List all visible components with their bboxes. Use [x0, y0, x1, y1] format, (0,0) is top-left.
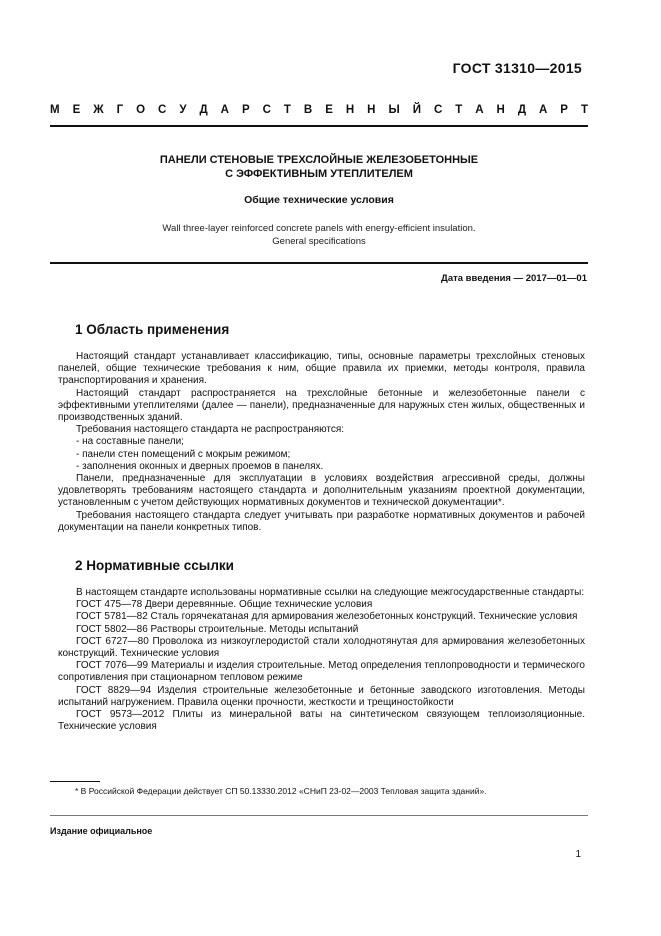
reference-item: ГОСТ 5781—82 Сталь горячекатаная для армирования железобетонных конструкций. Технические условия	[76, 611, 578, 623]
section-2-heading: 2 Нормативные ссылки	[75, 558, 234, 573]
reference-item: ГОСТ 6727—80 Проволока из низкоуглеродистой стали холоднотянутая для армирования железобетонных конструкций. Технические условия	[58, 635, 585, 660]
page-number: 1	[575, 849, 581, 860]
official-edition-label: Издание официальное	[50, 826, 153, 836]
reference-item: ГОСТ 7076—99 Материалы и изделия строительные. Метод определения теплопроводности и термического сопротивления при стационарном тепловом режиме	[58, 660, 585, 684]
interstate-standard-banner: М Е Ж Г О С У Д А Р С Т В Е Н Н Ы Й С Т А Н Д А Р Т	[50, 104, 588, 116]
section-1-body	[58, 351, 585, 534]
middle-rule	[50, 262, 588, 264]
gost-code: ГОСТ 31310—2015	[452, 60, 582, 76]
introduction-date: Дата введения — 2017—01—01	[441, 273, 587, 284]
list-item: - панели стен помещений с мокрым режимом;	[76, 448, 291, 460]
reference-item: ГОСТ 8829—94 Изделия строительные железобетонные и бетонные заводского изготовления. Методы испытаний нагружением. Правила оценки прочности, жесткости и трещиностойкости	[58, 684, 585, 708]
title-line-2: С ЭФФЕКТИВНЫМ УТЕПЛИТЕЛЕМ	[225, 168, 413, 180]
footnote-rule	[50, 781, 100, 782]
section-1-heading: 1 Область применения	[75, 322, 230, 337]
footnote: * В Российской Федерации действует СП 50.13330.2012 «СНиП 23-02—2003 Тепловая защита зданий».	[75, 786, 487, 796]
bottom-rule	[50, 815, 588, 816]
section-2-body	[58, 587, 585, 733]
title-line-1: ПАНЕЛИ СТЕНОВЫЕ ТРЕХСЛОЙНЫЕ ЖЕЛЕЗОБЕТОННЫЕ	[159, 154, 479, 166]
paragraph: В настоящем стандарте использованы нормативные ссылки на следующие межгосударственные стандарты:	[76, 587, 585, 598]
list-item: - на составные панели;	[76, 436, 184, 448]
list-item: - заполнения оконных и дверных проемов в панелях.	[76, 460, 324, 472]
paragraph: Требования настоящего стандарта не распространяются:	[76, 424, 345, 436]
document-subtitle: Общие технические условия	[244, 194, 394, 206]
paragraph: Настоящий стандарт распространяется на трехслойные бетонные и железобетонные панели с эффективными утеплителями (далее — панели), предназначенные для наружных стен жилых, общественных и производственных зданий.	[58, 387, 585, 424]
document-title	[50, 153, 588, 181]
top-rule	[50, 125, 588, 127]
english-title-line-2: General specifications	[272, 236, 366, 247]
english-title	[50, 222, 588, 248]
reference-item: ГОСТ 9573—2012 Плиты из минеральной ваты на синтетическом связующем теплоизоляционные. Технические условия	[58, 709, 585, 733]
paragraph: Требования настоящего стандарта следует учитывать при разработке нормативных документов и рабочей документации на панели конкретных типов.	[58, 509, 585, 533]
reference-item: ГОСТ 5802—86 Растворы строительные. Методы испытаний	[76, 623, 359, 635]
paragraph: Панели, предназначенные для эксплуатации в условиях воздействия агрессивной среды, должны удовлетворять требованиям настоящего стандарта и дополнительным указаниям проектной документации, установленным с учетом действующих нормативных документов и технической документации*.	[58, 473, 585, 509]
reference-item: ГОСТ 475—78 Двери деревянные. Общие технические условия	[76, 599, 373, 611]
paragraph: Настоящий стандарт устанавливает классификацию, типы, основные параметры трехслойных стеновых панелей, общие технические требования к ним, общие правила их приемки, методы контроля, правила транспортирования и хранения.	[58, 351, 585, 387]
english-title-line-1: Wall three-layer reinforced concrete panels with energy-efficient insulation.	[162, 223, 476, 234]
